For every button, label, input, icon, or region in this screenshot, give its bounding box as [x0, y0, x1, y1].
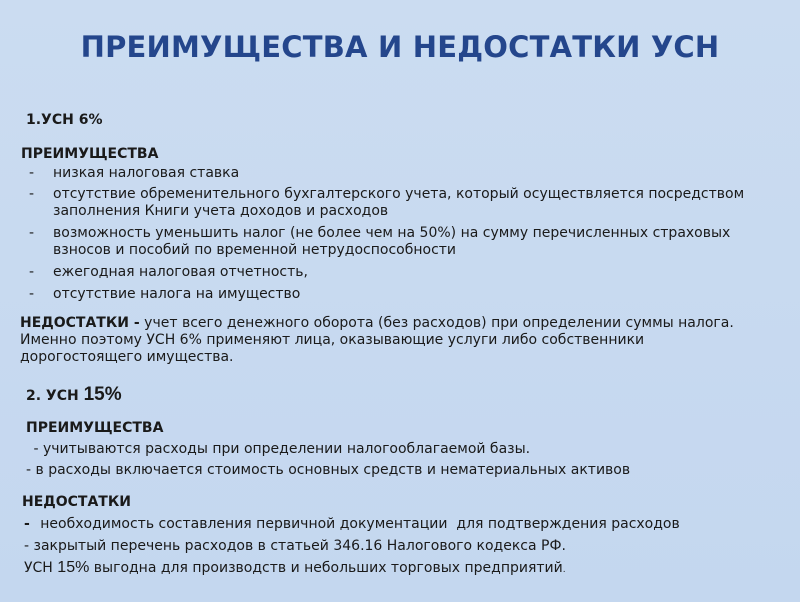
section2-heading-rate: 15% — [83, 384, 122, 405]
list-item-text: необходимость составления первичной документации для подтверждения расходов — [40, 516, 680, 532]
list-item: ежегодная налоговая отчетность, — [53, 264, 308, 280]
conclusion-rate: 15% — [57, 559, 90, 576]
list-item: низкая налоговая ставка — [53, 165, 240, 181]
bullet-dash: - — [29, 286, 35, 302]
list-item — [24, 516, 680, 533]
conclusion-prefix: УСН — [24, 560, 53, 576]
bullet-dash: - — [29, 186, 35, 202]
section1-disadvantages-label: НЕДОСТАТКИ - — [20, 315, 140, 331]
conclusion-end: . — [562, 565, 566, 575]
section1-advantages-label: ПРЕИМУЩЕСТВА — [21, 146, 159, 162]
conclusion-text: выгодна для производств и небольших торговых предприятий — [93, 560, 563, 576]
disadvantages-line: Именно поэтому УСН 6% применяют лица, оказывающие услуги либо собственники — [20, 332, 645, 348]
list-item-continuation: заполнения Книги учета доходов и расходов — [53, 203, 389, 219]
conclusion-line — [24, 559, 566, 579]
list-item: возможность уменьшить налог (не более чем на 50%) на сумму перечисленных страховых — [53, 225, 731, 241]
section1-heading: 1.УСН 6% — [26, 112, 103, 128]
list-item: отсутствие налога на имущество — [53, 286, 301, 302]
list-item: - закрытый перечень расходов в статьей 346.16 Налогового кодекса РФ. — [24, 538, 566, 554]
section1-disadvantages — [20, 315, 734, 332]
bullet-dash: - — [29, 264, 35, 280]
bullet-dash: - — [29, 165, 35, 181]
bullet-dash: - — [29, 225, 35, 241]
section2-heading — [26, 386, 122, 405]
disadvantages-line: учет всего денежного оборота (без расходов) при определении суммы налога. — [144, 315, 734, 331]
list-item: - учитываются расходы при определении налогооблагаемой базы. — [29, 441, 531, 457]
section2-advantages-label: ПРЕИМУЩЕСТВА — [26, 420, 164, 436]
section2-disadvantages-label: НЕДОСТАТКИ — [22, 494, 132, 510]
list-item-continuation: взносов и пособий по временной нетрудоспособности — [53, 242, 457, 258]
page-title: ПРЕИМУЩЕСТВА И НЕДОСТАТКИ УСН — [80, 30, 720, 64]
bullet-dash: - — [24, 516, 30, 532]
disadvantages-line: дорогостоящего имущества. — [20, 349, 234, 365]
list-item: - в расходы включается стоимость основных средств и нематериальных активов — [26, 462, 631, 478]
section2-heading-prefix: 2. УСН — [26, 388, 79, 404]
list-item: отсутствие обременительного бухгалтерского учета, который осуществляется посредством — [53, 186, 745, 202]
